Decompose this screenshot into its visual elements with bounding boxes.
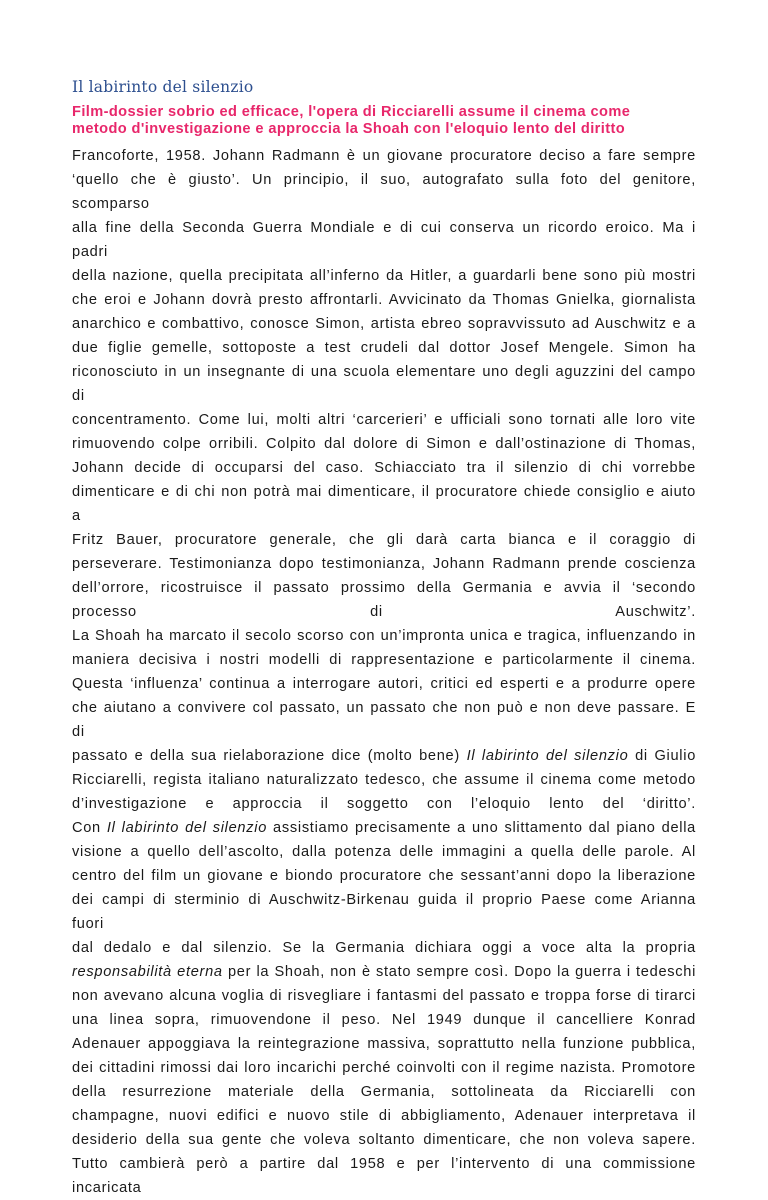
text-line: che aiutano a convivere col passato, un passato che non può e non deve passare. E di bbox=[72, 700, 696, 740]
text-line: Questa ‘influenza’ continua a interrogare autori, critici ed esperti e a produrre opere bbox=[72, 676, 696, 692]
text-line: rimuovendo colpe orribili. Colpito dal dolore di Simon e dall’ostinazione di Thomas, bbox=[72, 436, 696, 452]
text-line: due figlie gemelle, sottoposte a test crudeli dal dottor Josef Mengele. Simon ha bbox=[72, 340, 696, 356]
text-line bbox=[72, 960, 696, 984]
text-line: Francoforte, 1958. Johann Radmann è un giovane procuratore deciso a fare sempre bbox=[72, 148, 696, 164]
text-line: desiderio della sua gente che voleva soltanto dimenticare, che non voleva sapere. bbox=[72, 1132, 696, 1148]
paragraph-plot bbox=[72, 144, 696, 624]
text-line: centro del film un giovane e biondo procuratore che sessant’anni dopo la liberazione bbox=[72, 868, 696, 884]
emphasis: responsabilità eterna bbox=[72, 964, 223, 980]
article bbox=[72, 78, 696, 1200]
text-line: visione a quello dell’ascolto, dalla potenza delle immagini a quella delle parole. Al bbox=[72, 844, 696, 860]
text-line: dal dedalo e dal silenzio. Se la Germania dichiara oggi a voce alta la propria bbox=[72, 940, 696, 956]
text-line: alla fine della Seconda Guerra Mondiale e di cui conserva un ricordo eroico. Ma i padri bbox=[72, 220, 696, 260]
text-line: dei cittadini rimossi dai loro incarichi perché coinvolti con il regime nazista. Promotore bbox=[72, 1060, 696, 1076]
text-line: Tutto cambierà però a partire dal 1958 e per l’intervento di una commissione incaricata bbox=[72, 1156, 696, 1196]
text-line: champagne, nuovi edifici e nuovo stile di abbigliamento, Adenauer interpretava il bbox=[72, 1108, 696, 1124]
subtitle-line: metodo d'investigazione e approccia la Shoah con l'eloquio lento del diritto bbox=[72, 121, 626, 137]
text-line: La Shoah ha marcato il secolo scorso con un’impronta unica e tragica, influenzando in bbox=[72, 628, 696, 644]
text-line: concentramento. Come lui, molti altri ‘carcerieri’ e ufficiali sono tornati alle loro vite bbox=[72, 412, 696, 428]
paragraph-review bbox=[72, 624, 696, 1200]
text-line: Ricciarelli, regista italiano naturalizzato tedesco, che assume il cinema come metodo bbox=[72, 772, 696, 788]
text-run: assistiamo precisamente a uno slittamento dal piano della bbox=[267, 820, 696, 836]
text-run: passato e della sua rielaborazione dice (molto bene) bbox=[72, 748, 467, 764]
text-line: ‘quello che è giusto’. Un principio, il suo, autografato sulla foto del genitore, scomparso bbox=[72, 172, 696, 212]
text-line: riconosciuto in un insegnante di una scuola elementare uno degli aguzzini del campo di bbox=[72, 364, 696, 404]
text-line: maniera decisiva i nostri modelli di rappresentazione e particolarmente il cinema. bbox=[72, 652, 696, 668]
text-line: d’investigazione e approccia il soggetto con l’eloquio lento del ‘diritto’. bbox=[72, 796, 696, 812]
subtitle-line: Film-dossier sobrio ed efficace, l'opera di Ricciarelli assume il cinema come bbox=[72, 104, 631, 120]
text-line bbox=[72, 816, 696, 840]
text-line: della nazione, quella precipitata all’inferno da Hitler, a guardarli bene sono più mostri bbox=[72, 268, 696, 284]
text-line: dei campi di sterminio di Auschwitz-Birkenau guida il proprio Paese come Arianna fuori bbox=[72, 892, 696, 932]
text-line: processo di Auschwitz’. bbox=[72, 604, 696, 620]
text-line: che eroi e Johann dovrà presto affrontarli. Avvicinato da Thomas Gnielka, giornalista bbox=[72, 292, 696, 308]
text-line: della resurrezione materiale della Germania, sottolineata da Ricciarelli con bbox=[72, 1084, 696, 1100]
text-line bbox=[72, 744, 696, 768]
text-line: dimenticare e di chi non potrà mai dimenticare, il procuratore chiede consiglio e aiuto a bbox=[72, 484, 696, 524]
text-line: Adenauer appoggiava la reintegrazione massiva, soprattutto nella funzione pubblica, bbox=[72, 1036, 696, 1052]
text-line: dell’orrore, ricostruisce il passato prossimo della Germania e avvia il ‘secondo bbox=[72, 580, 696, 596]
text-line: una linea sopra, rimuovendone il peso. Nel 1949 dunque il cancelliere Konrad bbox=[72, 1012, 696, 1028]
text-line: anarchico e combattivo, conosce Simon, artista ebreo sopravvissuto ad Auschwitz e a bbox=[72, 316, 696, 332]
text-run: per la Shoah, non è stato sempre così. Dopo la guerra i tedeschi bbox=[222, 964, 697, 980]
film-title: Il labirinto del silenzio bbox=[106, 820, 268, 836]
text-line: Johann decide di occuparsi del caso. Schiacciato tra il silenzio di chi vorrebbe bbox=[72, 460, 696, 476]
text-run: Con bbox=[72, 820, 107, 836]
film-title: Il labirinto del silenzio bbox=[466, 748, 629, 764]
article-subtitle bbox=[72, 104, 696, 138]
article-heading: Il labirinto del silenzio bbox=[72, 78, 254, 96]
text-line: non avevano alcuna voglia di risvegliare i fantasmi del passato e troppa forse di tirarci bbox=[72, 988, 696, 1004]
text-line: perseverare. Testimonianza dopo testimonianza, Johann Radmann prende coscienza bbox=[72, 556, 696, 572]
text-run: di Giulio bbox=[628, 748, 697, 764]
text-line: Fritz Bauer, procuratore generale, che gli darà carta bianca e il coraggio di bbox=[72, 532, 696, 548]
